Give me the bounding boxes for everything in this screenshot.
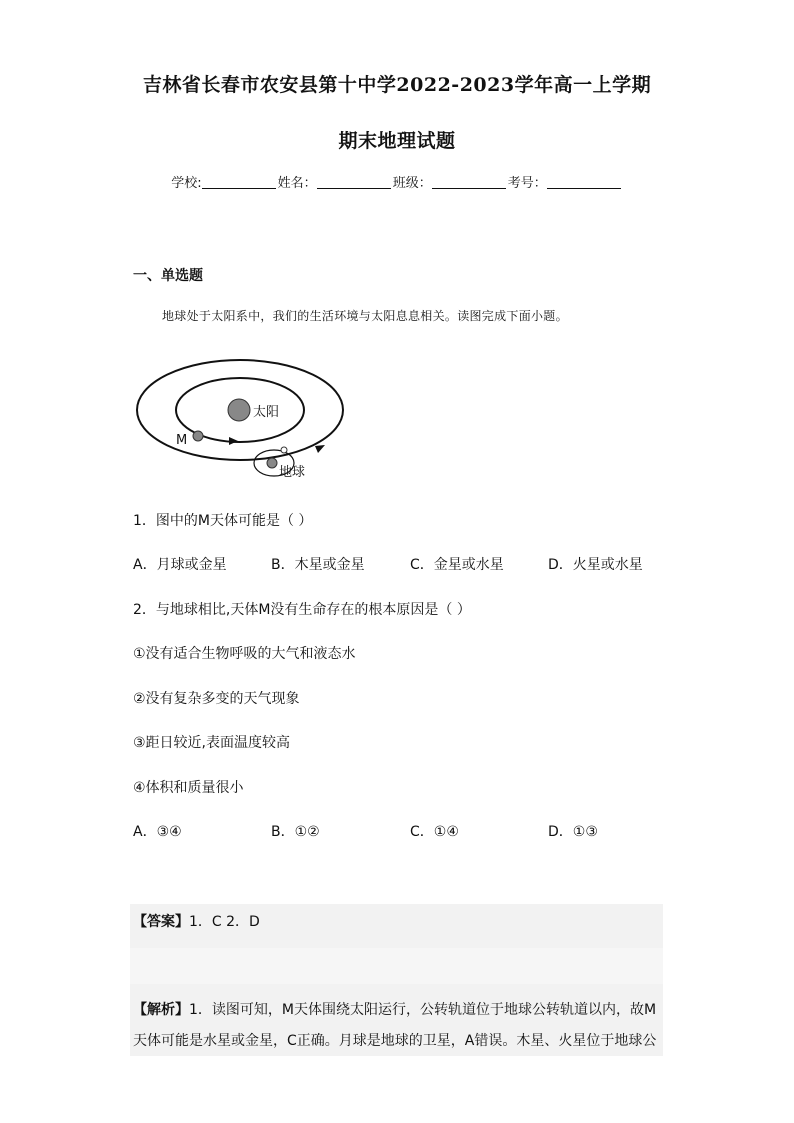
q1-stem: 1．图中的M天体可能是（ ） [133,513,313,529]
section-heading: 一、单选题 [133,268,203,284]
q2-statement-2: ②没有复杂多变的天气现象 [133,691,300,707]
title-line-1: 吉林省长春市农安县第十中学2022-2023学年高一上学期 [142,74,652,96]
earth-body [267,458,277,468]
q2-option-a[interactable]: A．③④ [133,824,182,840]
q2-option-c[interactable]: C．①④ [410,824,459,840]
school-label: 学校: [171,176,202,191]
m-orbit-arrow [229,437,238,445]
answer-spacer [130,948,663,984]
q2-statement-4: ④体积和质量很小 [133,780,244,796]
q2-option-d[interactable]: D．①③ [548,824,598,840]
q1-option-d[interactable]: D．火星或水星 [548,557,643,573]
m-label: M [176,433,188,448]
name-blank[interactable] [317,174,391,189]
school-blank[interactable] [202,174,276,189]
analysis-line-1 [133,999,656,1019]
class-blank[interactable] [432,174,506,189]
name-label: 姓名： [277,176,317,191]
m-body [193,431,203,441]
q2-option-b[interactable]: B．①② [271,824,320,840]
student-info-row [0,172,794,191]
exam-no-label: 考号： [507,176,547,191]
q1-option-b[interactable]: B．木星或金星 [271,557,365,573]
answer-text: 1．C 2．D [189,914,260,930]
moon-body [281,447,287,453]
earth-orbit-arrow [315,445,325,453]
q2-statement-1: ①没有适合生物呼吸的大气和液态水 [133,646,356,662]
q1-option-c[interactable]: C．金星或水星 [410,557,504,573]
sun-label: 太阳 [253,405,280,420]
question-intro: 地球处于太阳系中，我们的生活环境与太阳息息相关。读图完成下面小题。 [162,309,568,323]
analysis-text-1: 1．读图可知，M天体围绕太阳运行，公转轨道位于地球公转轨道以内，故M [189,1002,657,1018]
sun-body [228,399,250,421]
class-label: 班级： [392,176,432,191]
answer-row [133,911,260,931]
exam-no-blank[interactable] [547,174,621,189]
solar-system-diagram [130,355,350,485]
title-line-2: 期末地理试题 [338,130,456,152]
q1-option-a[interactable]: A．月球或金星 [133,557,227,573]
earth-label: 地球 [279,465,306,480]
analysis-label: 【解析】 [133,1002,189,1018]
q2-stem: 2．与地球相比,天体M没有生命存在的根本原因是（ ） [133,602,471,618]
q2-statement-3: ③距日较近,表面温度较高 [133,735,291,751]
analysis-line-2: 天体可能是水星或金星，C正确。月球是地球的卫星，A错误。木星、火星位于地球公 [133,1033,657,1049]
answer-label: 【答案】 [133,914,189,930]
